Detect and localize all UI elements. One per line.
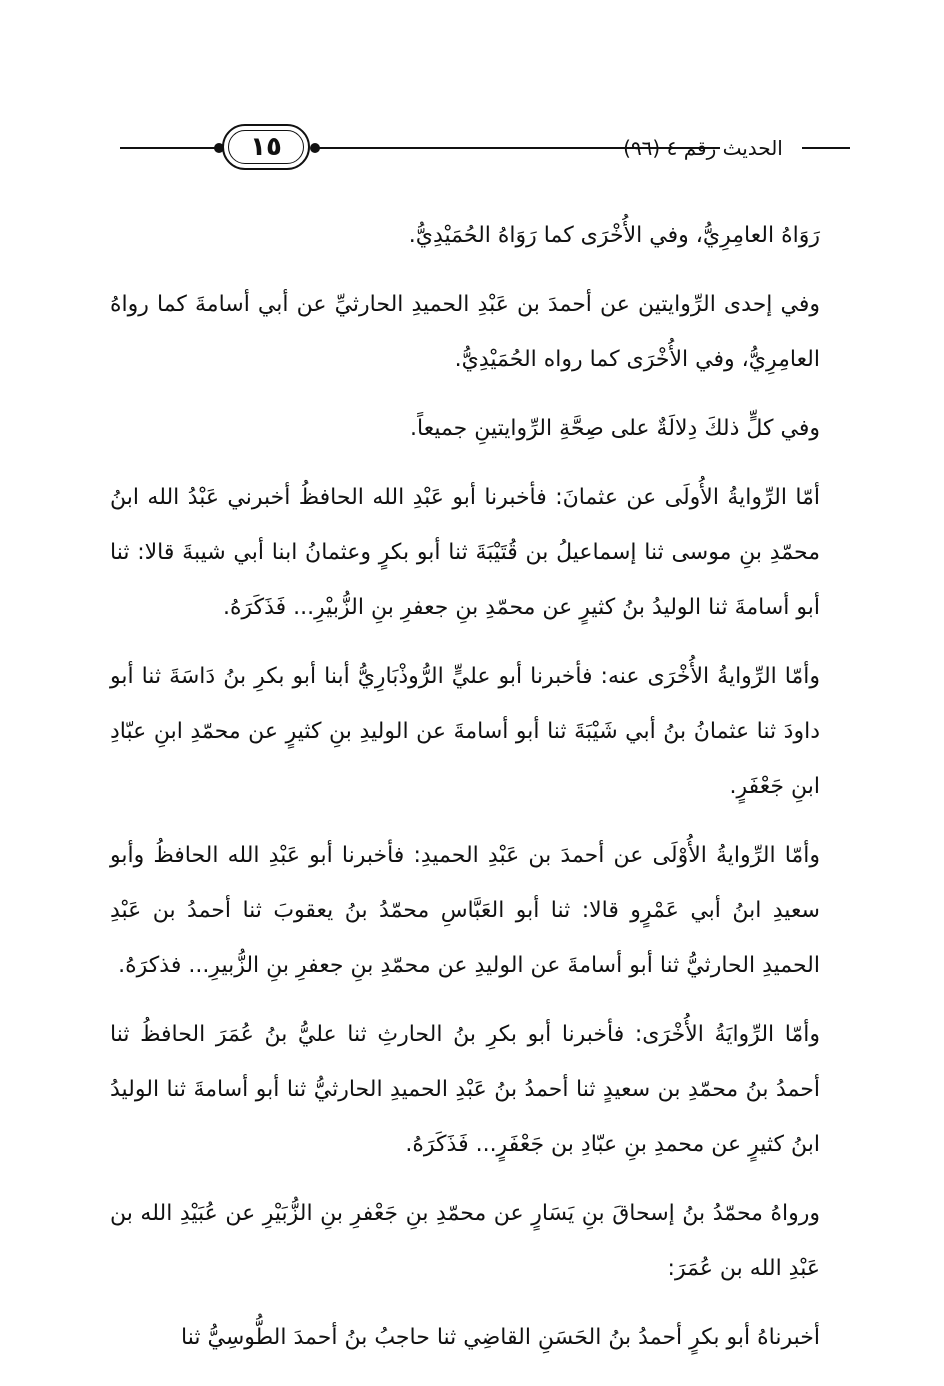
running-title: الحديث رقم ٤ (٩٦) xyxy=(623,136,783,160)
page-body xyxy=(110,208,820,1379)
paragraph: أخبرناهُ أبو بكرٍ أحمدُ بنُ الحَسَنِ القاضِي ثنا حاجبُ بنُ أحمدَ الطُّوسِيُّ ثنا xyxy=(181,1325,820,1350)
header-rule-left xyxy=(120,147,218,149)
paragraph: وفي إحدى الرِّوايتين عن أحمدَ بن عَبْدِ الحميدِ الحارثيِّ عن أبي أسامةَ كما رواهُ العامِرِيُّ، وفي الأُخْرَى كما رواه الحُمَيْدِيُّ. xyxy=(110,292,820,372)
paragraph: وأمّا الرِّوايَةُ الأُخْرَى: فأخبرنا أبو بكرِ بنُ الحارثِ ثنا عليُّ بنُ عُمَرَ الحافظُ ثنا أحمدُ بنُ محمّدِ بن سعيدٍ ثنا أحمدُ بنُ عَبْدِ الحميدِ الحارثيُّ ثنا أبو أسامةَ ثنا الوليدُ ابنُ كثيرٍ عن محمدِ بنِ عبّادِ بن جَعْفَرٍ... فَذَكَرَهُ. xyxy=(110,1022,820,1157)
page-header xyxy=(110,118,850,178)
paragraph: وأمّا الرِّوايةُ الأُوْلَى عن أحمدَ بن عَبْدِ الحميدِ: فأخبرنا أبو عَبْدِ الله الحافظُ وأبو سعيدِ ابنُ أبي عَمْرٍو قالا: ثنا أبو العَبَّاسِ محمّدُ بنُ يعقوبَ ثنا أحمدُ بن عَبْدِ الحميدِ الحارثيُّ ثنا أبو أسامةَ عن الوليدِ عن محمّدِ بنِ جعفرِ بنِ الزُّبيرِ... فذكرَهُ. xyxy=(110,843,820,978)
page-number: ١٥ xyxy=(250,132,282,162)
paragraph: وفي كلٍّ ذلكَ دِلالَةٌ على صِحَّةِ الرِّوايتينِ جميعاً. xyxy=(410,416,820,441)
paragraph: وأمّا الرِّوايةُ الأُخْرَى عنه: فأخبرنا أبو عليٍّ الرُّوذْبَارِيُّ أبنا أبو بكرِ بنُ دَاسَةَ ثنا أبو داودَ ثنا عثمانُ بنُ أبي شَيْبَةَ ثنا أبو أسامةَ عن الوليدِ بنِ كثيرٍ عن محمّدِ ابنِ عبّادِ ابنِ جَعْفَرٍ. xyxy=(110,664,820,799)
paragraph: ورواهُ محمّدُ بنُ إسحاقَ بنِ يَسَارٍ عن محمّدِ بنِ جَعْفرِ بنِ الزُّبَيْرِ عن عُبَيْدِ الله بن عَبْدِ الله بن عُمَرَ: xyxy=(110,1201,820,1281)
header-rule-right xyxy=(802,147,850,149)
paragraph: رَوَاهُ العامِرِيُّ، وفي الأُخْرَى كما رَوَاهُ الحُمَيْدِيُّ. xyxy=(408,223,820,248)
paragraph: أمّا الرِّوايةُ الأُولَى عن عثمانَ: فأخبرنا أبو عَبْدِ الله الحافظُ أخبرني عَبْدُ الله ابنُ محمّدِ بنِ موسى ثنا إسماعيلُ بن قُتَيْبَةَ ثنا أبو بكرٍ وعثمانُ ابنا أبي شيبةَ قالا: ثنا أبو أسامةَ ثنا الوليدُ بنُ كثيرٍ عن محمّدِ بنِ جعفرِ بنِ الزُّبيْرِ... فَذَكَرَهُ. xyxy=(110,485,820,620)
